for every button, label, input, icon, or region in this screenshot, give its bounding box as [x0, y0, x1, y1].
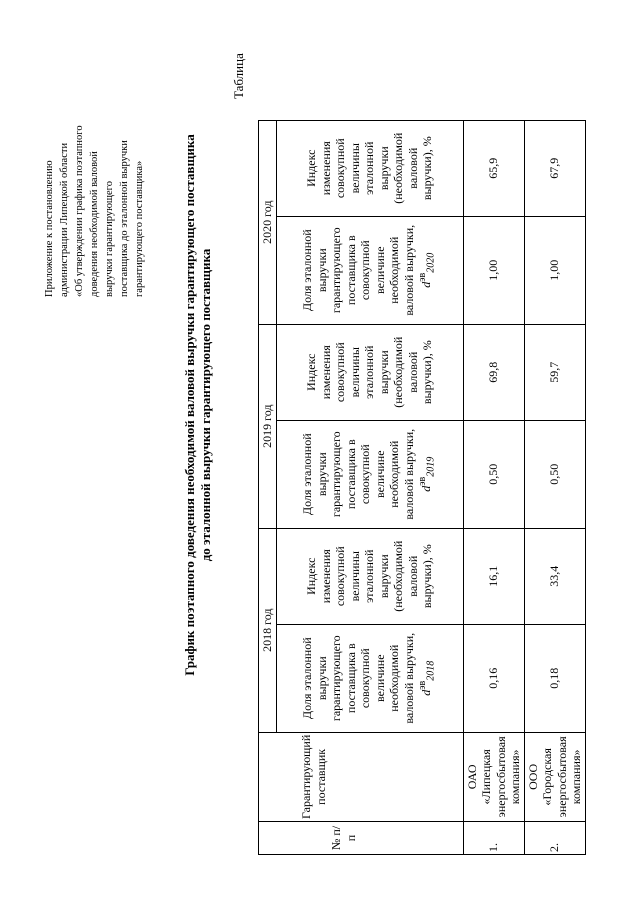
cell-share-2020: 1,00 [524, 216, 585, 324]
cell-share-2019: 0,50 [463, 420, 524, 528]
year-header-2020: 2020 год [259, 120, 277, 324]
column-header-share-2019 [276, 420, 463, 528]
appendix-line: выручки гарантирующего [104, 181, 115, 297]
appendix-line: «Об утверждении графика поэтапного [74, 125, 85, 297]
schedule-table [258, 120, 586, 855]
cell-index-2019: 69,8 [463, 324, 524, 420]
column-header-supplier: Гарантирующий поставщик [259, 732, 464, 821]
cell-index-2018: 16,1 [463, 528, 524, 624]
cell-share-2018: 0,16 [463, 624, 524, 732]
appendix-line: Приложение к постановлению [44, 160, 55, 297]
column-header-index-2020: Индекс изменения совокупной величины эталонной выручки (необходимой валовой выручки), % [276, 120, 463, 216]
cell-share-2019: 0,50 [524, 420, 585, 528]
column-header-share-2020 [276, 216, 463, 324]
column-header-share-2018 [276, 624, 463, 732]
share-label: Доля эталонной выручки гарантирующего поставщика в совокупной величине необходимой валовой выручки, [300, 428, 416, 520]
cell-index-2018: 33,4 [524, 528, 585, 624]
share-symbol: $d^{эв}_{2019}$ [417, 456, 437, 492]
row-number: 1. [463, 822, 524, 855]
title-line-2: до эталонной выручки гарантирующего поставщика [198, 248, 213, 562]
cell-index-2019: 59,7 [524, 324, 585, 420]
share-symbol: $d^{эв}_{2020}$ [417, 252, 437, 288]
header-row-years [259, 120, 277, 854]
cell-index-2020: 67,9 [524, 120, 585, 216]
document-title [182, 85, 214, 725]
appendix-note [42, 42, 147, 297]
cell-share-2018: 0,18 [524, 624, 585, 732]
appendix-line: администрации Липецкой области [59, 142, 70, 297]
share-symbol: $d^{эв}_{2018}$ [417, 660, 437, 696]
row-number: 2. [524, 822, 585, 855]
supplier-name: ОАО «Липецкая энергосбытовая компания» [463, 732, 524, 821]
appendix-line: доведения необходимой валовой [89, 151, 100, 297]
column-header-index-2019: Индекс изменения совокупной величины эталонной выручки (необходимой валовой выручки), % [276, 324, 463, 420]
year-header-2019: 2019 год [259, 324, 277, 528]
column-header-index-2018: Индекс изменения совокупной величины эталонной выручки (необходимой валовой выручки), % [276, 528, 463, 624]
cell-share-2020: 1,00 [463, 216, 524, 324]
supplier-name: ООО «Городская энергосбытовая компания» [524, 732, 585, 821]
table-label: Таблица [231, 53, 246, 99]
appendix-line: поставщика до эталонной выручки [119, 140, 130, 297]
table-row [463, 120, 524, 854]
share-label: Доля эталонной выручки гарантирующего поставщика в совокупной величине необходимой валовой выручки, [300, 224, 416, 316]
share-label: Доля эталонной выручки гарантирующего поставщика в совокупной величине необходимой валовой выручки, [300, 632, 416, 724]
column-header-number: № п/п [259, 822, 464, 855]
title-line-1: График поэтапного доведения необходимой валовой выручки гарантирующего поставщика [182, 134, 197, 676]
year-header-2018: 2018 год [259, 528, 277, 732]
appendix-line: гарантирующего поставщика» [134, 160, 145, 297]
cell-index-2020: 65,9 [463, 120, 524, 216]
table-row [524, 120, 585, 854]
